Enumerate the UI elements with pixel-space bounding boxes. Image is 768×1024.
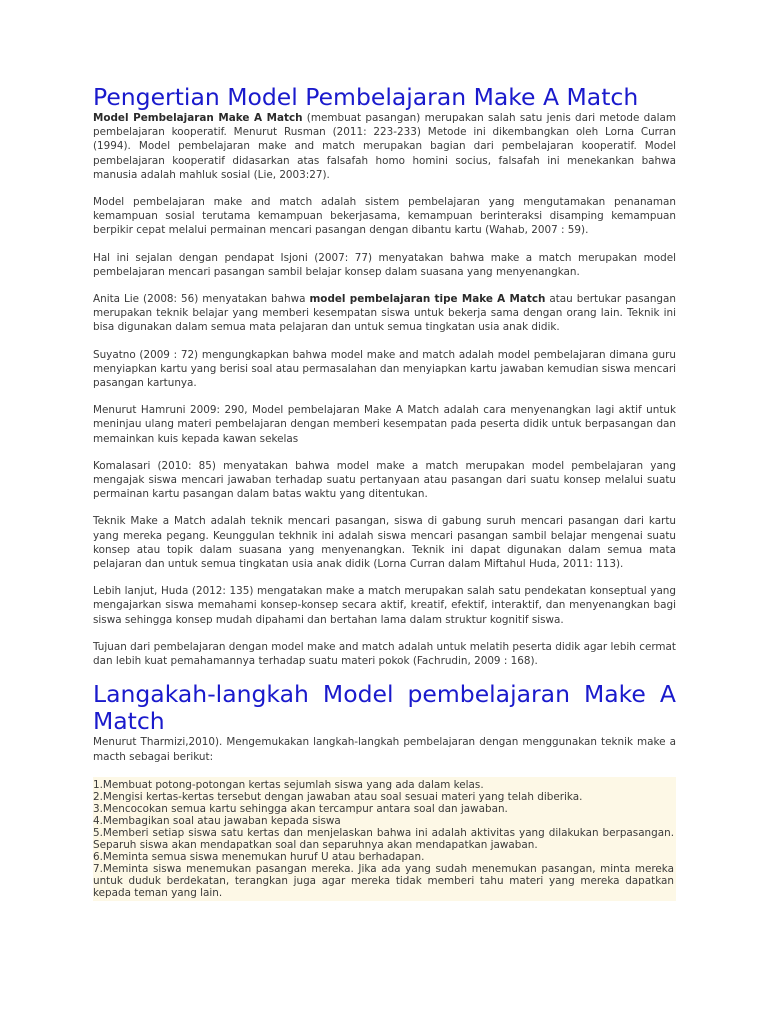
paragraph-9: Lebih lanjut, Huda (2012: 135) mengatakan make a match merupakan salah satu pendekatan konseptual yang mengajarkan siswa memahami konsep-konsep secara aktif, kreatif, efektif, interaktif, dan menyenangkan bagi siswa sehingga konsep mudah dipahami dan bertahan lama dalam struktur kognitif siswa. [93, 585, 676, 626]
paragraph-5: Suyatno (2009 : 72) mengungkapkan bahwa model make and match adalah model pembelajaran dimana guru menyiapkan kartu yang berisi soal atau permasalahan dan menyiapkan kartu jawaban kemudian siswa mencari pasangan kartunya. [93, 348, 676, 390]
heading-pengertian: Pengertian Model Pembelajaran Make A Match [93, 83, 639, 111]
paragraph-1 [93, 111, 676, 182]
paragraph-2: Model pembelajaran make and match adalah sistem pembelajaran yang mengutamakan penanaman kemampuan sosial terutama kemampuan bekerjasama, kemampuan berinteraksi disamping kemampuan berpikir cepat melalui permainan mencari pasangan dengan dibantu kartu (Wahab, 2007 : 59). [93, 196, 676, 237]
step-item: 1.Membuat potong-potongan kertas sejumlah siswa yang ada dalam kelas. [93, 778, 484, 791]
heading-langkah: Langakah-langkah Model pembelajaran Make A Match [93, 680, 676, 736]
paragraph-10: Tujuan dari pembelajaran dengan model make and match adalah untuk melatih peserta didik agar lebih cermat dan lebih kuat pemahamannya terhadap suatu materi pokok (Fachrudin, 2009 : 168). [93, 640, 676, 668]
step-item: 5.Memberi setiap siswa satu kertas dan menjelaskan bahwa ini adalah aktivitas yang dilakukan berpasangan. Separuh siswa akan mendapatkan soal dan separuhnya akan mendapatkan jawaban. [93, 826, 674, 851]
paragraph-8: Teknik Make a Match adalah teknik mencari pasangan, siswa di gabung suruh mencari pasangan dari kartu yang mereka pegang. Keunggulan tekhnik ini adalah siswa mencari pasangan sambil belajar mengenai suatu konsep atau topik dalam suasana yang menyenangkan. Teknik ini dapat digunakan dalam semua mata pelajaran dan untuk semua tingkatan usia anak didik (Lorna Curran dalam Miftahul Huda, 2011: 113). [93, 515, 676, 571]
step-item: 7.Meminta siswa menemukan pasangan mereka. Jika ada yang sudah menemukan pasangan, minta mereka untuk duduk berdekatan, terangkan juga agar mereka tidak memberi tahu materi yang mereka dapatkan kepada teman yang lain. [93, 862, 674, 899]
article-body [93, 84, 676, 901]
step-item: 2.Mengisi kertas-kertas tersebut dengan jawaban atau soal sesuai materi yang telah diberika. [93, 790, 583, 803]
paragraph-1-bold: Model Pembelajaran Make A Match [93, 112, 303, 124]
paragraph-7: Komalasari (2010: 85) menyatakan bahwa model make a match merupakan model pembelajaran yang mengajak siswa mencari jawaban terhadap suatu pertanyaan atau pasangan dari suatu konsep melalui suatu permainan kartu pasangan dalam batas waktu yang ditentukan. [93, 459, 676, 501]
paragraph-6: Menurut Hamruni 2009: 290, Model pembelajaran Make A Match adalah cara menyenangkan lagi aktif untuk meninjau ulang materi pembelajaran dengan memberi kesempatan pada peserta didik untuk berpasangan dan memainkan kuis kepada kawan sekelas [93, 404, 676, 445]
paragraph-1-text: (membuat pasangan) merupakan salah satu jenis dari metode dalam pembelajaran kooperatif. Menurut Rusman (2011: 223-233) Metode ini dikembangkan oleh Lorna Curran (1994). Model pembelajaran make and match merupakan bagian dari pembelajaran kooperatif. Model pembelajaran kooperatif didasarkan atas falsafah homo homini socius, falsafah ini menekankan bahwa manusia adalah mahluk sosial (Lie, 2003:27). [93, 112, 676, 181]
paragraph-3: Hal ini sejalan dengan pendapat Isjoni (2007: 77) menyatakan bahwa make a match merupakan model pembelajaran mencari pasangan sambil belajar konsep dalam suasana yang menyenangkan. [93, 251, 676, 278]
step-item: 6.Meminta semua siswa menemukan huruf U atau berhadapan. [93, 850, 425, 863]
paragraph-4 [93, 292, 676, 335]
paragraph-4-post: atau bertukar pasangan merupakan teknik belajar yang memberi kesempatan siswa untuk bekerja sama dengan orang lain. Teknik ini bisa digunakan dalam semua mata pelajaran dan untuk semua tingkatan usia anak didik. [93, 293, 676, 334]
paragraph-11: Menurut Tharmizi,2010). Mengemukakan langkah-langkah pembelajaran dengan menggunakan teknik make a macth sebagai berikut: [93, 736, 676, 763]
steps-list [93, 777, 676, 901]
step-item: 3.Mencocokan semua kartu sehingga akan tercampur antara soal dan jawaban. [93, 802, 508, 815]
paragraph-4-pre: Anita Lie (2008: 56) menyatakan bahwa [93, 293, 310, 306]
step-item: 4.Membagikan soal atau jawaban kepada siswa [93, 814, 341, 827]
paragraph-4-bold: model pembelajaran tipe Make A Match [309, 293, 546, 306]
